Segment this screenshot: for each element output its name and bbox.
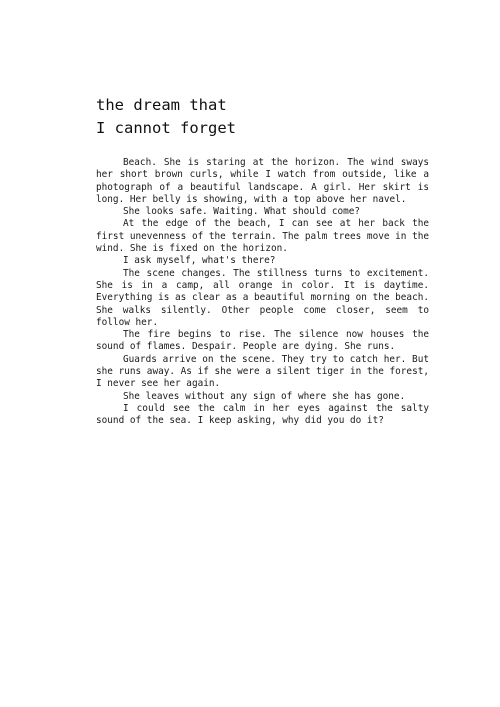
paragraph: Guards arrive on the scene. They try to catch her. But she runs away. As if she were a silent tiger in the forest, I never see her again. <box>96 353 430 390</box>
paragraph: She leaves without any sign of where she has gone. <box>123 390 406 402</box>
title-line-1: the dream that <box>96 96 227 114</box>
document-body <box>96 157 429 428</box>
title-line-2: I cannot forget <box>96 119 236 137</box>
paragraph: At the edge of the beach, I can see at her back the first unevenness of the terrain. The palm trees move in the wind. She is fixed on the horizon. <box>96 218 430 255</box>
paragraph: She looks safe. Waiting. What should come? <box>123 206 361 218</box>
paragraph: I could see the calm in her eyes against the salty sound of the sea. I keep asking, why did you do it? <box>96 402 429 427</box>
paragraph: Beach. She is staring at the horizon. The wind sways her short brown curls, while I watch from outside, like a photograph of a beautiful landscape. A girl. Her skirt is long. Her belly is showing, with a top above her navel. <box>96 157 429 205</box>
paragraph: The scene changes. The stillness turns to excitement. She is in a camp, all orange in color. It is daytime. Everything is as clear as a beautiful morning on the beach. She walks silently. Other people come closer, seem to follow her. <box>96 267 430 328</box>
paragraph: The fire begins to rise. The silence now houses the sound of flames. Despair. People are dying. She runs. <box>96 329 429 353</box>
paragraph: I ask myself, what's there? <box>123 255 276 267</box>
document-title <box>96 94 236 140</box>
